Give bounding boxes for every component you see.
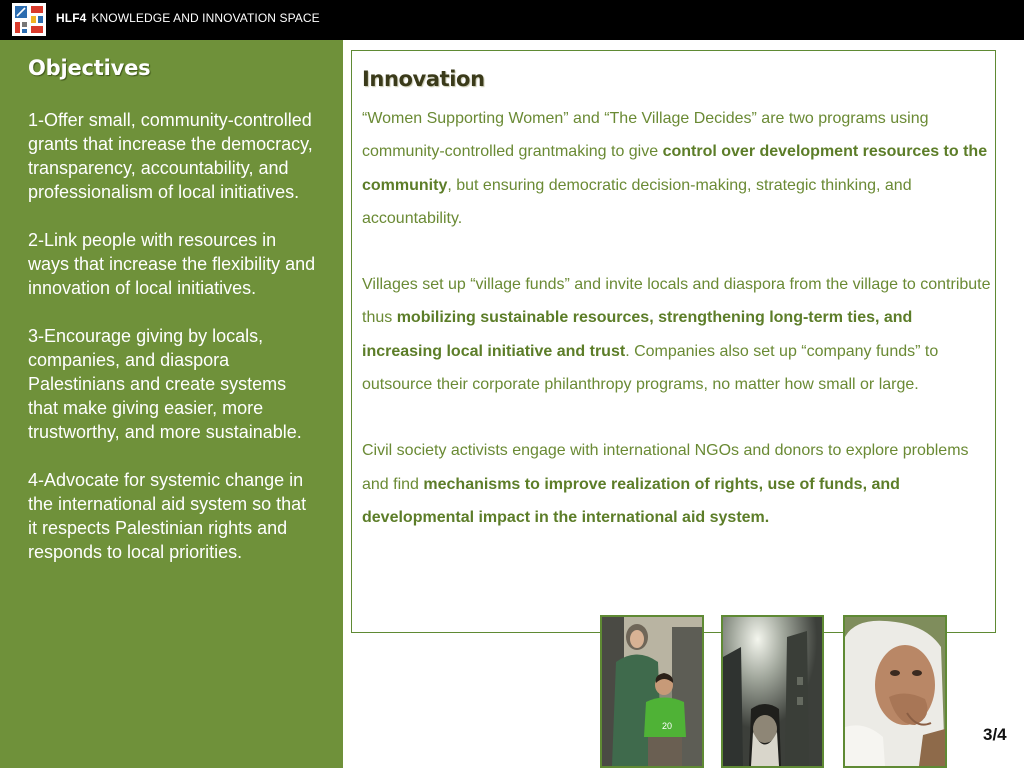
objectives-panel xyxy=(0,40,343,768)
paragraph-text: Civil society activists engage with international NGOs and donors to explore problems and find xyxy=(362,442,969,493)
page-number: 3/4 xyxy=(983,725,1007,744)
paragraph-text: , but ensuring democratic decision-making, strategic thinking, and accountability. xyxy=(362,176,912,227)
brand-subtitle: KNOWLEDGE AND INNOVATION SPACE xyxy=(91,11,320,25)
innovation-text xyxy=(362,102,994,567)
hlf4-logo-icon xyxy=(12,3,46,36)
paragraph-highlight: mechanisms to improve realization of rights, use of funds, and developmental impact in the international aid system. xyxy=(362,475,900,526)
paragraph-civil-society xyxy=(362,434,994,534)
objectives-list xyxy=(28,108,318,588)
paragraph-village-funds xyxy=(362,268,994,401)
paragraph-highlight: control over development resources to the community xyxy=(362,143,988,194)
paragraph-programs xyxy=(362,102,994,235)
innovation-box xyxy=(351,50,996,633)
objective-item-4: 4-Advocate for systemic change in the international aid system so that it respects Palestinian rights and responds to local priorities. xyxy=(28,470,307,562)
objective-item-2: 2-Link people with resources in ways that increase the flexibility and innovation of local initiatives. xyxy=(28,230,316,298)
objective-item-1: 1-Offer small, community-controlled grants that increase the democracy, transparency, accountability, and professionalism of local initiatives. xyxy=(28,110,313,202)
paragraph-text: “Women Supporting Women” and “The Village Decides” are two programs using community-controlled grantmaking to give xyxy=(362,110,929,161)
paragraph-text: . Companies also set up “company funds” to outsource their corporate philanthropy programs, no matter how small or large. xyxy=(362,342,939,394)
elderly-woman-photo xyxy=(843,615,947,768)
bearded-man-sunlight-photo xyxy=(721,615,824,768)
paragraph-highlight: mobilizing sustainable resources, strengthening long-term ties, and increasing local initiative and trust xyxy=(362,309,913,360)
paragraph-text: Villages set up “village funds” and invite locals and diaspora from the village to contribute thus xyxy=(362,276,991,327)
woman-and-boy-photo xyxy=(600,615,704,768)
innovation-title: Innovation xyxy=(362,67,485,91)
top-bar xyxy=(0,0,1024,40)
brand-title xyxy=(56,11,320,25)
svg-text:20: 20 xyxy=(662,721,673,731)
brand-name: HLF4 xyxy=(56,11,87,25)
objective-item-3: 3-Encourage giving by locals, companies, and diaspora Palestinians and create systems that make giving easier, more trustworthy, and more sustainable. xyxy=(28,326,302,442)
objectives-title: Objectives xyxy=(28,56,151,80)
